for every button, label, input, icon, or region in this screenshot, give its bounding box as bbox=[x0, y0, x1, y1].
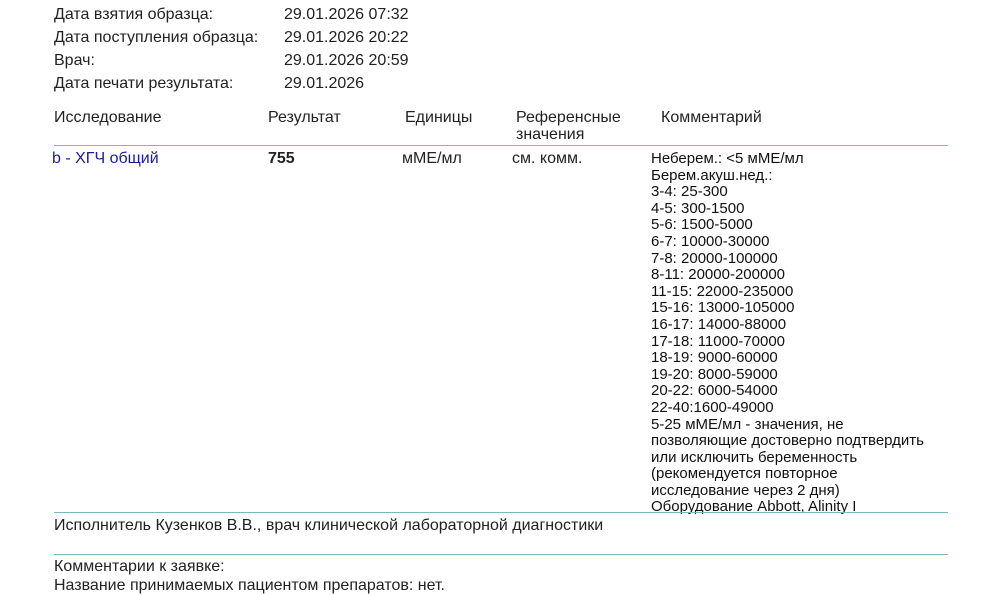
column-header-test: Исследование bbox=[54, 109, 162, 126]
comment-line: Берем.акуш.нед.: bbox=[651, 166, 773, 184]
comment-line: 17-18: 11000-70000 bbox=[651, 332, 786, 350]
performer: Исполнитель Кузенков В.В., врач клинической лабораторной диагностики bbox=[54, 517, 604, 534]
column-header-reference-line2: значения bbox=[516, 126, 585, 143]
meta-label: Дата взятия образца: bbox=[54, 6, 214, 23]
comment-line: (рекомендуется повторное bbox=[651, 465, 838, 483]
comment-line: исследование через 2 дня) bbox=[651, 481, 840, 499]
meta-label: Врач: bbox=[54, 52, 95, 69]
comment-line: 3-4: 25-300 bbox=[651, 183, 728, 201]
comment-line: 18-19: 9000-60000 bbox=[651, 349, 778, 367]
comment-line: 16-17: 14000-88000 bbox=[651, 315, 787, 333]
comment-line: 19-20: 8000-59000 bbox=[651, 365, 778, 383]
meta-value: 29.01.2026 bbox=[284, 75, 365, 92]
column-header-result: Результат bbox=[268, 109, 341, 126]
comment-line: 6-7: 10000-30000 bbox=[651, 232, 770, 250]
test-name: b - ХГЧ общий bbox=[52, 150, 159, 167]
column-header-reference-line1: Референсные bbox=[516, 109, 621, 126]
comment-line: 8-11: 20000-200000 bbox=[651, 266, 786, 284]
comment-line: Оборудование Abbott, Alinity I bbox=[651, 498, 857, 516]
comment-line: 4-5: 300-1500 bbox=[651, 199, 745, 217]
column-header-comment: Комментарий bbox=[661, 109, 762, 126]
units-value: мМЕ/мл bbox=[402, 150, 462, 167]
meta-label: Дата поступления образца: bbox=[54, 29, 259, 46]
table-header-divider bbox=[54, 145, 948, 146]
medications: Название принимаемых пациентом препаратов: нет. bbox=[54, 577, 445, 594]
comment-text bbox=[651, 151, 924, 516]
comment-line: Неберем.: <5 мМЕ/мл bbox=[651, 150, 804, 167]
column-header-units: Единицы bbox=[405, 109, 473, 126]
column-header-reference bbox=[516, 109, 621, 143]
reference-value: см. комм. bbox=[512, 150, 583, 167]
meta-value: 29.01.2026 20:22 bbox=[284, 29, 409, 46]
comment-line: 20-22: 6000-54000 bbox=[651, 382, 778, 400]
comment-line: 7-8: 20000-100000 bbox=[651, 249, 778, 267]
meta-value: 29.01.2026 07:32 bbox=[284, 6, 409, 23]
comment-line: или исключить беременность bbox=[651, 448, 858, 466]
footer-divider bbox=[54, 554, 948, 555]
table-row-divider bbox=[54, 512, 948, 513]
comment-line: 5-25 мМЕ/мл - значения, не bbox=[651, 415, 844, 433]
comment-line: 22-40:1600-49000 bbox=[651, 398, 774, 416]
meta-label: Дата печати результата: bbox=[54, 75, 234, 92]
comment-line: 11-15: 22000-235000 bbox=[651, 282, 794, 300]
result-value: 755 bbox=[268, 150, 295, 167]
comment-line: позволяющие достоверно подтвердить bbox=[651, 432, 924, 450]
comment-line: 15-16: 13000-105000 bbox=[651, 299, 795, 317]
comments-title: Комментарии к заявке: bbox=[54, 558, 225, 575]
comment-line: 5-6: 1500-5000 bbox=[651, 216, 753, 234]
meta-value: 29.01.2026 20:59 bbox=[284, 52, 409, 69]
